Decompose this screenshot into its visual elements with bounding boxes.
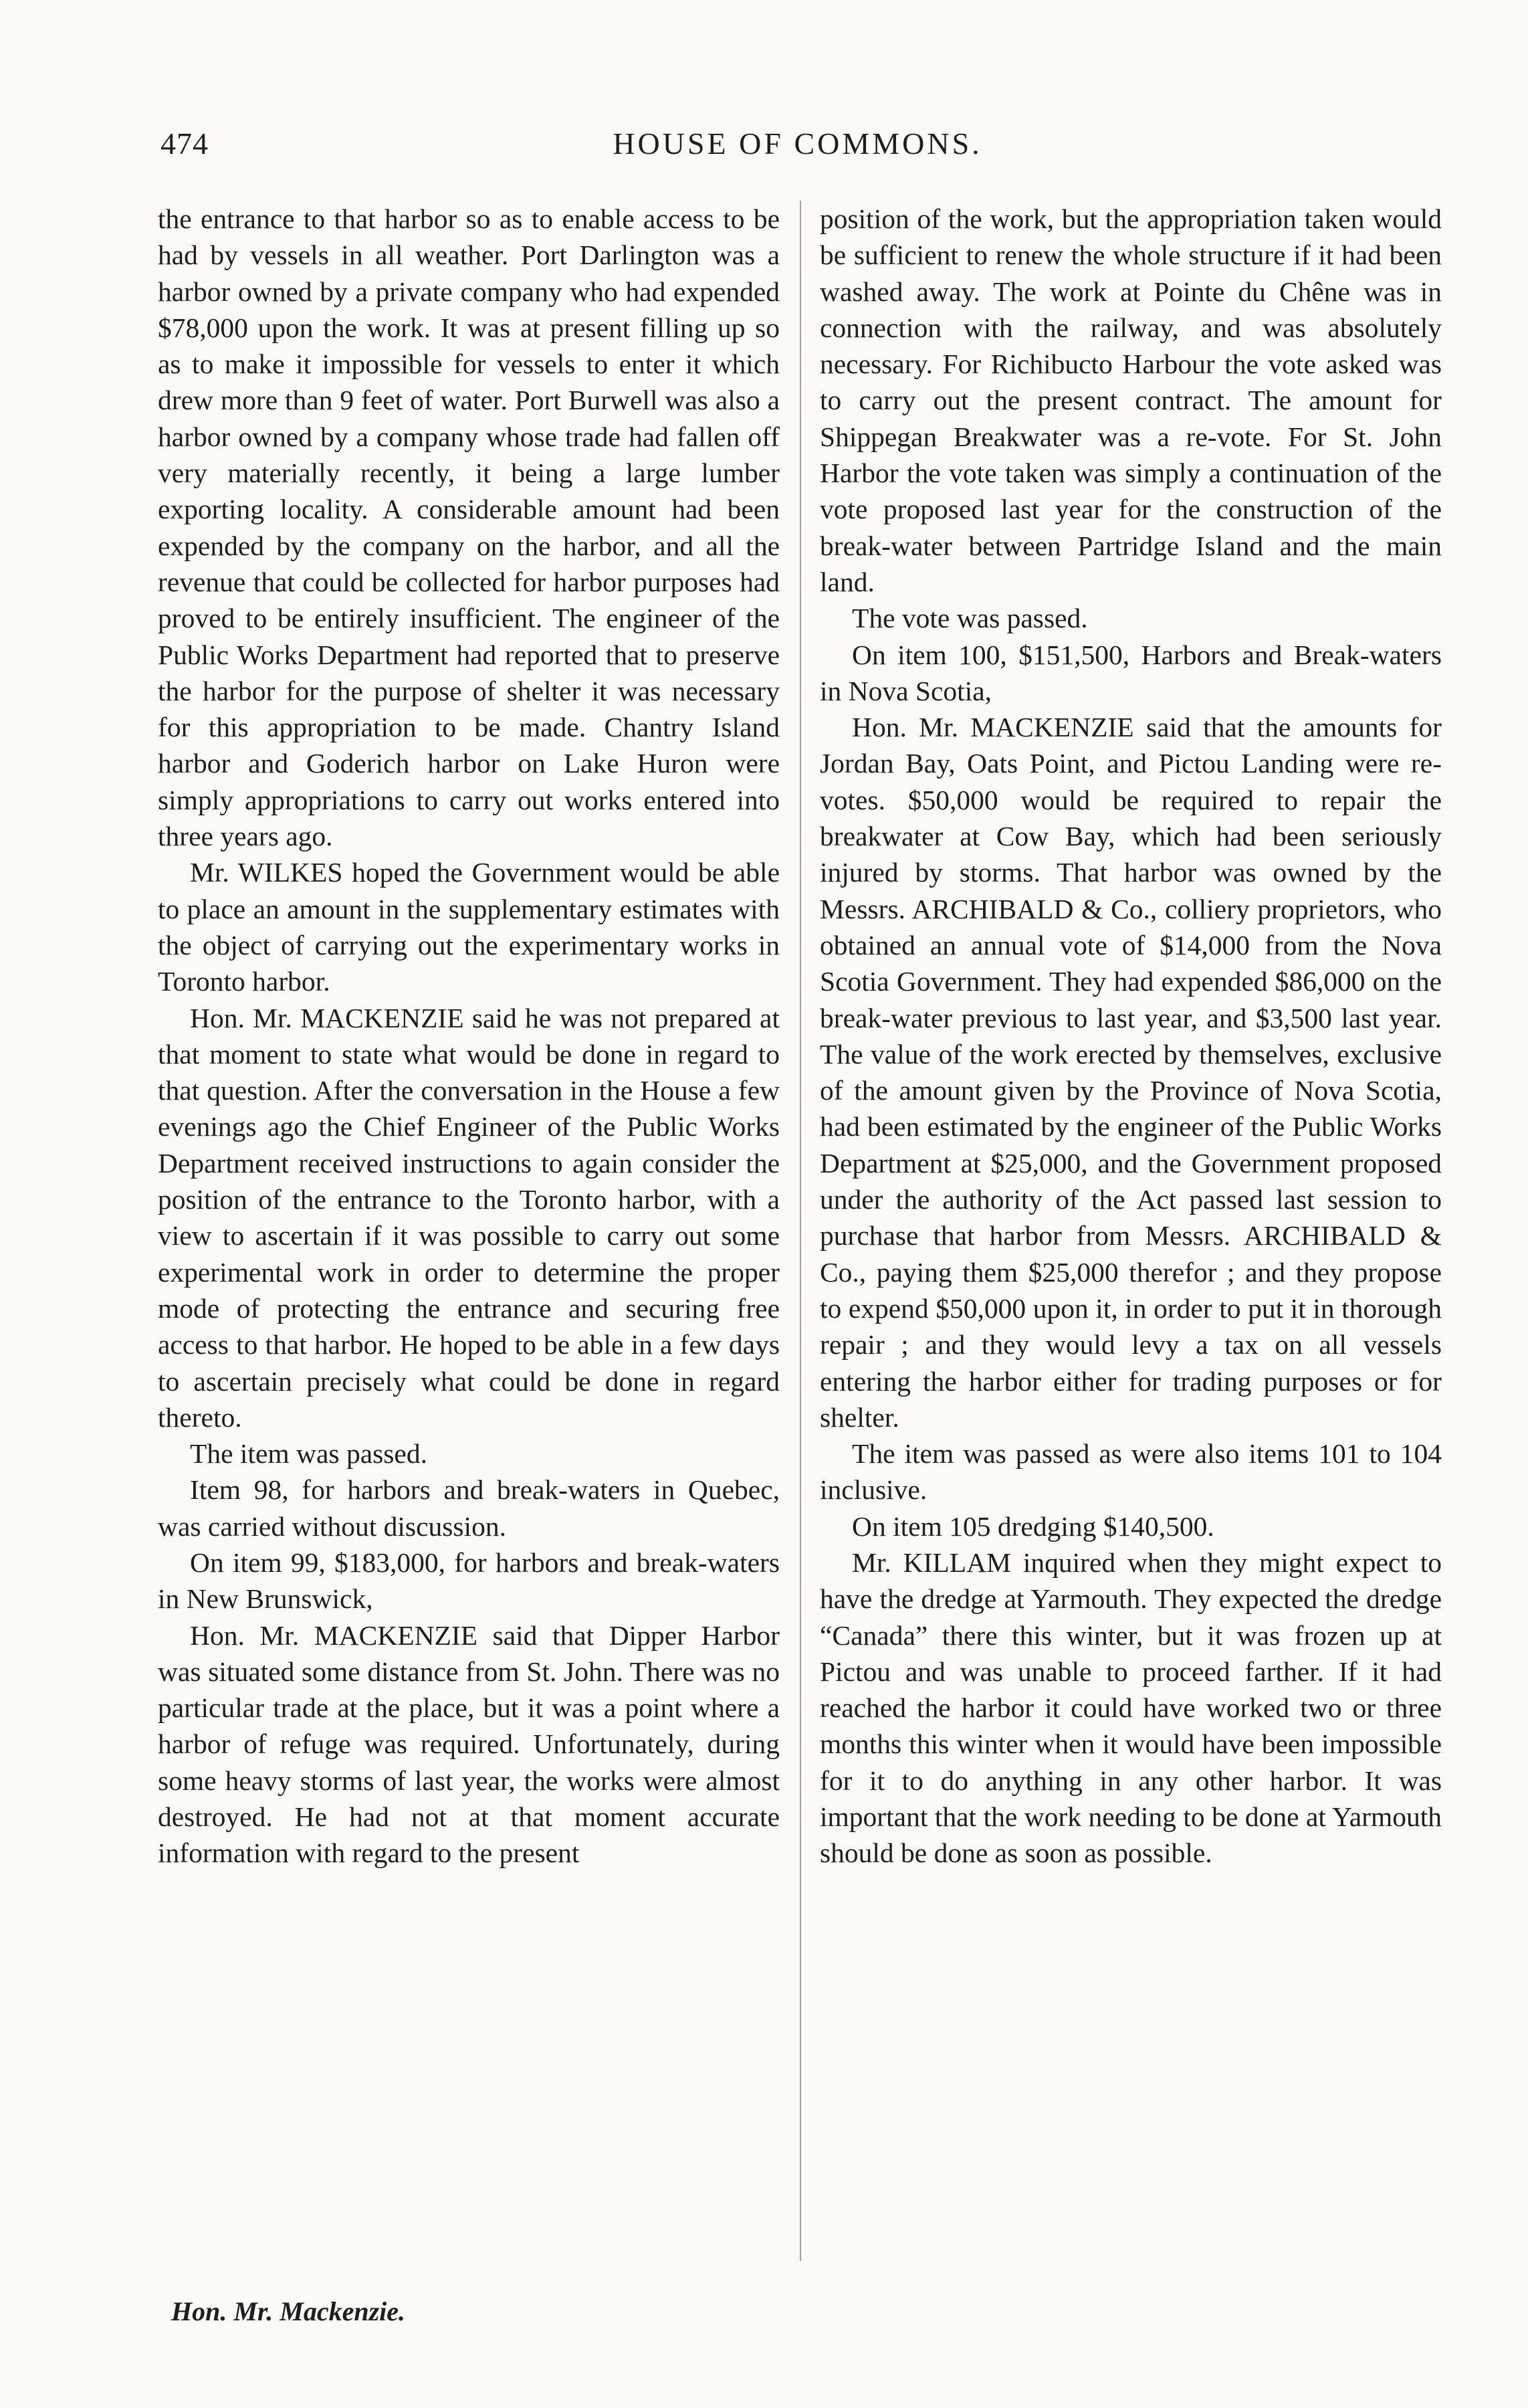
left-column <box>158 201 780 1872</box>
paragraph: Mr. KILLAM inquired when they might expect to have the dredge at Yarmouth. They expected the dredge “Canada” there this winter, but it was frozen up at Pictou and was unable to proceed farther. If it had reached the harbor it could have worked two or three months this winter when it would have been impossible for it to do anything in any other harbor. It was important that the work needing to be done at Yarmouth should be done as soon as possible. <box>820 1546 1442 1869</box>
paragraph: Item 98, for harbors and break-waters in Quebec, was carried without discussion. <box>158 1474 780 1542</box>
page-header <box>160 126 1434 173</box>
paragraph: Hon. Mr. MACKENZIE said that Dipper Harbor was situated some distance from St. John. There was no particular trade at the place, but it was a point where a harbor of refuge was required. Unfortunately, during some heavy storms of last year, the works were almost destroyed. He had not at that moment accurate information with regard to the present <box>158 1619 780 1869</box>
catchword: Hon. Mr. Mackenzie. <box>171 2296 406 2326</box>
page-number: 474 <box>160 126 209 161</box>
running-head: HOUSE OF COMMONS. <box>613 126 982 161</box>
paragraph: the entrance to that harbor so as to enable access to be had by vessels in all weather. Port Darlington was a harbor owned by a private company who had expended $78,000 upon the work. It was at present filling up so as to make it impossible for vessels to enter it which drew more than 9 feet of water. Port Burwell was also a harbor owned by a company whose trade had fallen off very materially recently, it being a large lumber exporting locality. A considerable amount had been expended by the company on the harbor, and all the revenue that could be collected for harbor purposes had proved to be entirely insufficient. The engineer of the Public Works Department had reported that to preserve the harbor for the purpose of shelter it was necessary for this appropriation to be made. Chantry Island harbor and Goderich harbor on Lake Huron were simply appropriations to carry out works entered into three years ago. <box>158 203 780 852</box>
paragraph: The item was passed. <box>190 1438 427 1470</box>
column-divider <box>800 201 801 2261</box>
paragraph: On item 105 dredging $140,500. <box>852 1510 1214 1542</box>
paragraph: Mr. WILKES hoped the Government would be able to place an amount in the supplementary estimates with the object of carrying out the experimentary works in Toronto harbor. <box>158 857 780 997</box>
right-column <box>820 201 1442 1872</box>
paragraph: Hon. Mr. MACKENZIE said that the amounts for Jordan Bay, Oats Point, and Pictou Landing were re-votes. $50,000 would be required to repair the breakwater at Cow Bay, which had been seriously injured by storms. That harbor was owned by the Messrs. ARCHIBALD & Co., colliery proprietors, who obtained an annual vote of $14,000 from the Nova Scotia Government. They had expended $86,000 on the break-water previous to last year, and $3,500 last year. The value of the work erected by themselves, exclusive of the amount given by the Province of Nova Scotia, had been estimated by the engineer of the Public Works Department at $25,000, and the Government proposed under the authority of the Act passed last session to purchase that harbor from Messrs. ARCHIBALD & Co., paying them $25,000 therefor ; and they propose to expend $50,000 upon it, in order to put it in thorough repair ; and they would levy a tax on all vessels entering the harbor either for trading purposes or for shelter. <box>820 712 1442 1433</box>
paragraph: The item was passed as were also items 101 to 104 inclusive. <box>820 1438 1442 1506</box>
paragraph: position of the work, but the appropriation taken would be sufficient to renew the whole structure if it had been washed away. The work at Pointe du Chêne was in connection with the railway, and was absolutely necessary. For Richibucto Harbour the vote asked was to carry out the present contract. The amount for Shippegan Breakwater was a re-vote. For St. John Harbor the vote taken was simply a continuation of the vote proposed last year for the construction of the break-water between Partridge Island and the main land. <box>820 203 1442 597</box>
paragraph: On item 99, $183,000, for harbors and break-waters in New Brunswick, <box>158 1546 780 1615</box>
paragraph: Hon. Mr. MACKENZIE said he was not prepared at that moment to state what would be done in regard to that question. After the conversation in the House a few evenings ago the Chief Engineer of the Public Works Department received instructions to again consider the position of the entrance to the Toronto harbor, with a view to ascertain if it was possible to carry out some experimental work in order to determine the proper mode of protecting the entrance and securing free access to that harbor. He hoped to be able in a few days to ascertain precisely what could be done in regard thereto. <box>158 1002 780 1433</box>
paragraph: On item 100, $151,500, Harbors and Break-waters in Nova Scotia, <box>820 639 1442 706</box>
paragraph: The vote was passed. <box>852 603 1088 634</box>
